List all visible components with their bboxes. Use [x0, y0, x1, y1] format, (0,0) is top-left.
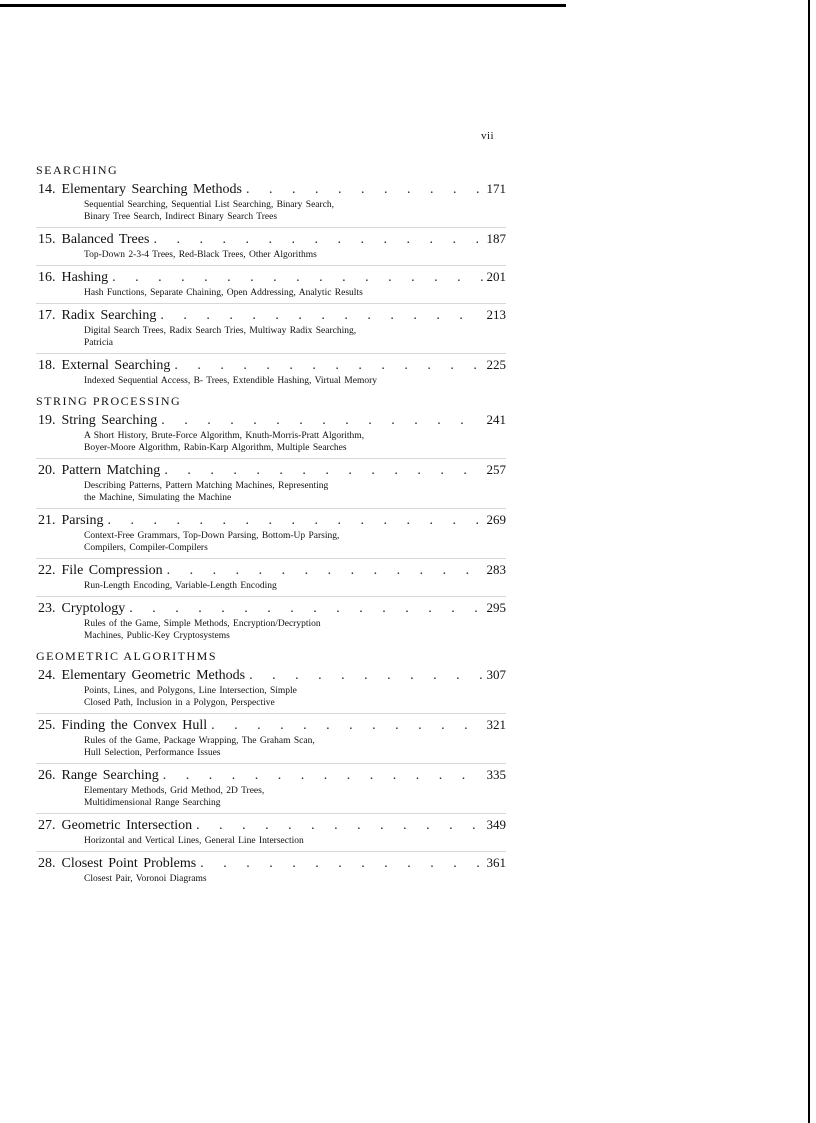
topic-line: Horizontal and Vertical Lines, General Line Intersection: [84, 836, 304, 846]
chapter-line: [36, 716, 506, 735]
chapter-topics: [36, 873, 506, 885]
topic-line: Indexed Sequential Access, B- Trees, Extendible Hashing, Virtual Memory: [84, 376, 377, 386]
dot-leader: [200, 855, 482, 873]
chapter-number: 15.: [38, 232, 56, 247]
chapter-line: [36, 356, 506, 375]
chapter-line: [36, 599, 506, 618]
chapter-topics: [36, 530, 506, 554]
chapter-entry[interactable]: [36, 664, 506, 713]
chapter-entry[interactable]: [36, 813, 506, 851]
chapter-entry[interactable]: [36, 596, 506, 646]
chapter-page: 241: [486, 412, 506, 427]
chapter-page: 361: [486, 855, 506, 870]
chapter-title[interactable]: Pattern Matching: [61, 463, 161, 478]
chapter-entry[interactable]: [36, 303, 506, 353]
chapter-entry[interactable]: [36, 227, 506, 265]
chapter-page: 283: [486, 562, 506, 577]
chapter-page: 295: [486, 600, 506, 615]
chapter-entry[interactable]: [36, 265, 506, 303]
topic-line: Hull Selection, Performance Issues: [84, 748, 221, 758]
chapter-number: 21.: [38, 513, 56, 528]
dot-leader: [246, 181, 482, 199]
chapter-line: [36, 561, 506, 580]
chapter-line: [36, 816, 506, 835]
chapter-title[interactable]: Elementary Searching Methods: [61, 182, 243, 197]
chapter-title[interactable]: Radix Searching: [61, 308, 157, 323]
table-of-contents: [36, 160, 506, 889]
chapter-number: 27.: [38, 818, 56, 833]
chapter-title[interactable]: External Searching: [61, 358, 171, 373]
chapter-title[interactable]: Cryptology: [61, 601, 126, 616]
topic-line: Run-Length Encoding, Variable-Length Encoding: [84, 581, 277, 591]
chapter-number: 14.: [38, 182, 56, 197]
dot-leader: [129, 600, 482, 618]
chapter-topics: [36, 835, 506, 847]
chapter-page: 171: [486, 181, 506, 196]
topic-line: Context-Free Grammars, Top-Down Parsing, Bottom-Up Parsing,: [84, 531, 340, 541]
chapter-page: 187: [486, 231, 506, 246]
chapter-topics: [36, 430, 506, 454]
chapter-number: 17.: [38, 308, 56, 323]
topic-line: A Short History, Brute-Force Algorithm, Knuth-Morris-Pratt Algorithm,: [84, 431, 365, 441]
chapter-number: 22.: [38, 563, 56, 578]
topic-line: Machines, Public-Key Cryptosystems: [84, 631, 230, 641]
chapter-title[interactable]: Range Searching: [61, 768, 159, 783]
topic-line: Points, Lines, and Polygons, Line Intersection, Simple: [84, 686, 297, 696]
chapter-line: [36, 854, 506, 873]
chapter-line: [36, 268, 506, 287]
topic-line: Sequential Searching, Sequential List Searching, Binary Search,: [84, 200, 335, 210]
chapter-number: 28.: [38, 856, 56, 871]
chapter-title[interactable]: Geometric Intersection: [61, 818, 193, 833]
part-heading: [36, 393, 506, 409]
chapter-topics: [36, 618, 506, 642]
chapter-entry[interactable]: [36, 713, 506, 763]
chapter-topics: [36, 199, 506, 223]
dot-leader: [196, 817, 482, 835]
dot-leader: [108, 512, 483, 530]
topic-line: Describing Patterns, Pattern Matching Machines, Representing: [84, 481, 329, 491]
dot-leader: [160, 307, 482, 325]
chapter-topics: [36, 735, 506, 759]
topic-line: Patricia: [84, 338, 114, 348]
topic-line: Digital Search Trees, Radix Search Tries, Multiway Radix Searching,: [84, 326, 357, 336]
topic-line: Multidimensional Range Searching: [84, 798, 221, 808]
chapter-title[interactable]: File Compression: [61, 563, 163, 578]
chapter-page: 307: [486, 667, 506, 682]
topic-line: Rules of the Game, Package Wrapping, The Graham Scan,: [84, 736, 315, 746]
topic-line: Rules of the Game, Simple Methods, Encryption/Decryption: [84, 619, 321, 629]
chapter-entry[interactable]: [36, 353, 506, 391]
chapter-topics: [36, 375, 506, 387]
chapter-number: 18.: [38, 358, 56, 373]
chapter-page: 335: [486, 767, 506, 782]
chapter-entry[interactable]: [36, 409, 506, 458]
chapter-title[interactable]: Elementary Geometric Methods: [61, 668, 246, 683]
chapter-page: 269: [486, 512, 506, 527]
right-margin-rule: [808, 0, 810, 1123]
chapter-line: [36, 461, 506, 480]
topic-line: the Machine, Simulating the Machine: [84, 493, 232, 503]
dot-leader: [211, 717, 482, 735]
chapter-page: 321: [486, 717, 506, 732]
chapter-entry[interactable]: [36, 558, 506, 596]
topic-line: Top-Down 2-3-4 Trees, Red-Black Trees, Other Algorithms: [84, 250, 317, 260]
chapter-topics: [36, 685, 506, 709]
chapter-number: 19.: [38, 413, 56, 428]
chapter-entry[interactable]: [36, 458, 506, 508]
topic-line: Hash Functions, Separate Chaining, Open Addressing, Analytic Results: [84, 288, 363, 298]
chapter-title[interactable]: Parsing: [61, 513, 104, 528]
chapter-line: [36, 230, 506, 249]
chapter-title[interactable]: Finding the Convex Hull: [61, 718, 208, 733]
dot-leader: [164, 462, 482, 480]
chapter-topics: [36, 580, 506, 592]
chapter-title[interactable]: Balanced Trees: [61, 232, 150, 247]
chapter-topics: [36, 480, 506, 504]
topic-line: Elementary Methods, Grid Method, 2D Trees,: [84, 786, 265, 796]
dot-leader: [163, 767, 483, 785]
chapter-title[interactable]: String Searching: [61, 413, 158, 428]
page-number: vii: [481, 130, 495, 142]
topic-line: Compilers, Compiler-Compilers: [84, 543, 208, 553]
part-heading: [36, 648, 506, 664]
chapter-line: [36, 411, 506, 430]
topic-line: Closest Pair, Voronoi Diagrams: [84, 874, 207, 884]
dot-leader: [167, 562, 483, 580]
topic-line: Boyer-Moore Algorithm, Rabin-Karp Algorithm, Multiple Searches: [84, 443, 347, 453]
chapter-number: 16.: [38, 270, 56, 285]
chapter-number: 26.: [38, 768, 56, 783]
part-heading: [36, 162, 506, 178]
chapter-number: 24.: [38, 668, 56, 683]
topic-line: Binary Tree Search, Indirect Binary Search Trees: [84, 212, 278, 222]
chapter-page: 349: [486, 817, 506, 832]
dot-leader: [153, 231, 482, 249]
chapter-entry[interactable]: [36, 763, 506, 813]
chapter-entry[interactable]: [36, 178, 506, 227]
chapter-line: [36, 511, 506, 530]
chapter-page: 201: [486, 269, 506, 284]
top-rule: [0, 4, 566, 7]
chapter-topics: [36, 325, 506, 349]
chapter-number: 23.: [38, 601, 56, 616]
chapter-line: [36, 666, 506, 685]
chapter-line: [36, 306, 506, 325]
chapter-title[interactable]: Hashing: [61, 270, 109, 285]
chapter-line: [36, 180, 506, 199]
chapter-line: [36, 766, 506, 785]
chapter-topics: [36, 249, 506, 261]
dot-leader: [174, 357, 482, 375]
chapter-number: 25.: [38, 718, 56, 733]
part-title: SEARCHING: [36, 163, 119, 177]
part-title: STRING PROCESSING: [36, 394, 182, 408]
dot-leader: [161, 412, 482, 430]
chapter-page: 213: [486, 307, 506, 322]
chapter-entry[interactable]: [36, 851, 506, 889]
chapter-page: 225: [486, 357, 506, 372]
chapter-number: 20.: [38, 463, 56, 478]
topic-line: Closed Path, Inclusion in a Polygon, Perspective: [84, 698, 275, 708]
chapter-topics: [36, 785, 506, 809]
dot-leader: [249, 667, 482, 685]
chapter-entry[interactable]: [36, 508, 506, 558]
part-title: GEOMETRIC ALGORITHMS: [36, 649, 218, 663]
chapter-page: 257: [486, 462, 506, 477]
chapter-topics: [36, 287, 506, 299]
dot-leader: [112, 269, 482, 287]
chapter-title[interactable]: Closest Point Problems: [61, 856, 197, 871]
